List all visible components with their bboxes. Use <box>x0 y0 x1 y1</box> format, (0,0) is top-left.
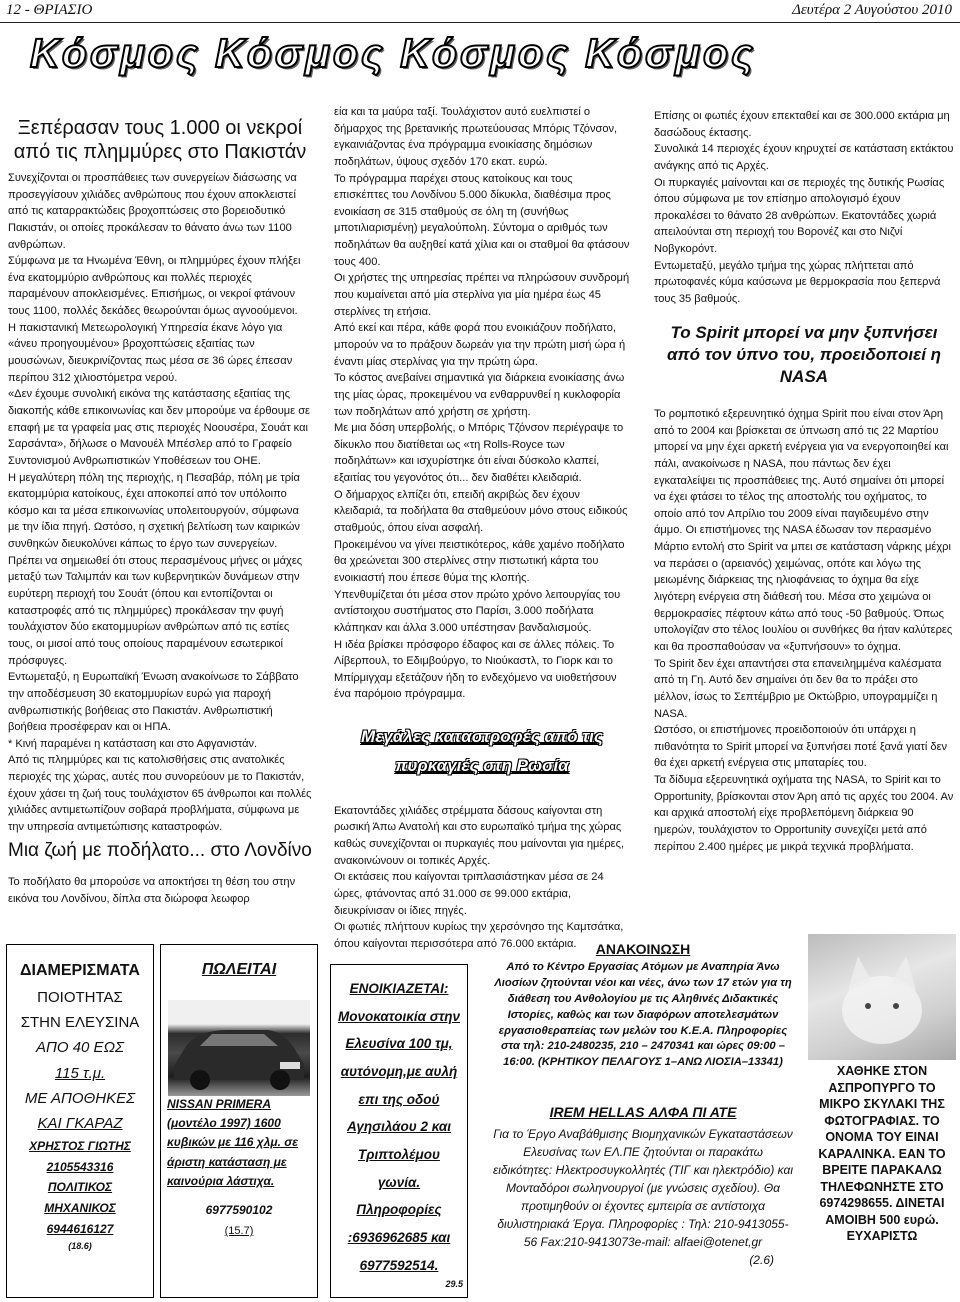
article-paragraph: Εντωμεταξύ, η Ευρωπαϊκή Ένωση ανακοίνωσε το Σάββατο την αποδέσμευση 30 εκατομμυρίων ευρώ για παροχή ανθρωπιστικής βοήθειας στο Πακιστάν. Ανθρωπιστική βοήθεια προσέφεραν και οι ΗΠΑ. <box>8 671 299 734</box>
car-sale-ad <box>160 944 318 1298</box>
article-paragraph: Από τις πλημμύρες και τις κατολισθήσεις στις ανατολικές περιοχές της χώρας, αυτές που συνορεύουν με το Πακιστάν, έχουν χάσει τη ζωή τους τουλάχιστον 65 άνθρωποι και πολλές χιλιάδες αντιμετωπίζουν σοβαρά προβλήματα, σύμφωνα με την υπηρεσία αντιμετώπισης καταστροφών. <box>8 754 312 833</box>
irem-ad <box>484 1096 802 1298</box>
article-paragraph: Τα δίδυμα εξερευνητικά οχήματα της NASA, το Spirit και το Opportunity, βρίσκονται στον Άρη από τις αρχές του 2004. Αν και αρχικά αποστολή είχε προβλεπόμενη διάρκεια 90 ημερών, τουλάχιστον το Opportunity συνεχίζει μετά από περίπου 2.400 ημέρες με μικρά τεχνικά προβλήματα. <box>654 774 954 853</box>
lost-dog-ad: ΧΑΘΗΚΕ ΣΤΟΝ ΑΣΠΡΟΠΥΡΓΟ ΤΟ ΜΙΚΡΟ ΣΚΥΛΑΚΙ ΤΗΣ ΦΩΤΟΓΡΑΦΙΑΣ. ΤΟ ΟΝΟΜΑ ΤΟΥ ΕΙΝΑΙ ΚΑΡΑΛΙΝΚΑ. ΕΑΝ ΤΟ ΒΡΕΙΤΕ ΠΑΡΑΚΑΛΩ ΤΗΛΕΦΩΝΗΣΤΕ ΣΤΟ 6974298655. ΔΙΝΕΤΑΙ ΑΜΟΙΒΗ 500 ευρώ. ΕΥΧΑΡΙΣΤΩ <box>818 1064 946 1243</box>
section-masthead: Κόσμος Κόσμος Κόσμος Κόσμος <box>30 30 756 76</box>
article-paragraph: Ο δήμαρχος ελπίζει ότι, επειδή ακριβώς δεν έχουν κλειδαριά, τα ποδήλατα θα σταθμεύουν μόνο στους ειδικούς σταθμούς, όπου είναι ασφαλή. <box>334 488 628 535</box>
ad-phone: 6944616127 <box>46 1221 114 1236</box>
article-paragraph: Προκειμένου να γίνει πειστικότερος, κάθε χαμένο ποδήλατο θα χρεώνεται 300 στερλίνες στην πιστωτική κάρτα του ενοικιαστή που έπεσε θύμα της κλοπής. <box>334 538 625 584</box>
article-paragraph: Οι πυρκαγιές μαίνονται και σε περιοχές της δυτικής Ρωσίας όπου σύμφωνα με τον επίσημο απολογισμό έχουν προκαλέσει το θάνατο 28 ανθρώπων. Εκατοντάδες χωριά απειλούνται στη περιοχή του Βορονέζ και στο Νιζνί Νοβγκορόντ. <box>654 176 945 256</box>
article-paragraph: Εκατοντάδες χιλιάδες στρέμματα δάσους καίγονται στη ρωσική Άπω Ανατολή και στο ευρωπαϊκό τμήμα της χώρας καθώς συνεχίζονται οι πυρκαγιές που μαίνονται για ημέρες, ανακοινώνουν οι τοπικές Αρχές. <box>334 804 625 867</box>
ad-text: Για το Έργο Αναβάθμισης Βιομηχανικών Εγκαταστάσεων Ελευσίνας των ΕΛ.ΠΕ ζητούνται οι παρακάτω ειδικότητες: Ηλεκτροσυγκολλητές (ΤΙΓ και ηλεκτρόδιο) και Μονταδόροι σωληνουργοί (με γνώσεις σχεδίου). Θα προτιμηθούν οι έχοντες εμπειρία σε αντίστοιχα διυλιστηριακά Έργα. Πληροφορίες : Τηλ: 210-9413055-56 Fax:210-9413073e-mail: alfaei@otenet,gr <box>492 1127 794 1249</box>
article-paragraph: Το ποδήλατο θα μπορούσε να αποκτήσει τη θέση του στην εικόνα του Λονδίνου, δίπλα στα διώροφα λεωφορ <box>8 876 296 906</box>
article-paragraph: Πρέπει να σημειωθεί ότι στους περασμένους μήνες οι μάχες μεταξύ των Ταλιμπάν και των κυβερνητικών δυνάμεων στην ευρύτερη περιοχή του Σουάτ (όπου και εντοπίζονται οι καταστροφές από τις πλημμύρες) προκάλεσαν την φυγή τουλάχιστον δύο εκατομμυρίων ανθρώπων από τις εστίες τους, οι μισοί από τους οποίους παραμένουν εσωτερικοί πρόσφυγες. <box>8 554 303 667</box>
article-paragraph: Εντωμεταξύ, μεγάλο τμήμα της χώρας πλήττεται από πρωτοφανές κύμα καύσωνα με θερμοκρασία που ξεπερνά τους 35 βαθμούς. <box>654 259 941 306</box>
dog-icon <box>808 934 956 1060</box>
article-paragraph: Το Spirit δεν έχει απαντήσει στα επανειλημμένα καλέσματα από τη Γη. Αυτό δεν σημαίνει ότι δεν θα το πράξει στο μέλλον, ίσως το Σεπτέμβριο με Οκτώβριο, υπογραμμίζει η NASA. <box>654 657 942 720</box>
ad-line: ΣΤΗΝ ΕΛΕΥΣΙΝΑ <box>20 1014 140 1032</box>
article-paragraph: Η πακιστανική Μετεωρολογική Υπηρεσία έκανε λόγο για «άνευ προηγουμένου» βροχοπτώσεις εξαιτίας των μουσώνων, διευκρινίζοντας πως μέσα σε 36 ώρες έπεσαν περίπου 312 χιλιοστόμετρα νερού. <box>8 321 293 384</box>
ad-line: ΠΟΙΟΤΗΤΑΣ <box>37 988 123 1006</box>
article-paragraph: Με μια δόση υπερβολής, ο Μπόρις Τζόνσον περιέγραψε το δίκυκλο που διατίθεται ως «τη Rolls-Royce των ποδηλάτων» και ισχυρίστηκε ότι είναι δύσκολο κλαπεί, εξαιτίας του γεγονότος ότι... δεν διαθέτει κλειδαριά. <box>334 422 624 485</box>
article-paragraph: Το κόστος ανεβαίνει σημαντικά για διάρκεια ενοικίασης άνω της μίας ώρας, προκειμένου να ενθαρρυνθεί η κυκλοφορία των ποδηλάτων από χρήστη σε χρήστη. <box>334 372 625 418</box>
ad-text: Από το Κέντρο Εργασίας Ατόμων με Αναπηρία Άνω Λιοσίων ζητούνται νέοι και νέες, άνω των 17 ετών για τη διάθεση του Ανθολογίου με τις Αληθινές Διδακτικές Ιστορίες, καθώς και των διαφόρων αποτελεσμάτων εργασιοθεραπείας των μελών του Κ.Ε.Α. Πληροφορίες στα τηλ: 210-2480235, 210 – 2470341 και ώρες 09:00 – 16:00. (ΚΡΗΤΙΚΟΥ ΠΕΛΑΓΟΥΣ 1–ΑΝΩ ΛΙΟΣΙΑ–13341) <box>494 960 792 1069</box>
ad-line: Αγησιλάου 2 και <box>347 1119 451 1135</box>
article-paragraph: Συνολικά 14 περιοχές έχουν κηρυχτεί σε κατάσταση εκτάκτου ανάγκης από τις Αρχές. <box>654 143 954 172</box>
ad-line: Ελευσίνα 100 τμ, <box>345 1036 453 1052</box>
article-paragraph: Συνεχίζονται οι προσπάθειες των συνεργείων διάσωσης να προσεγγίσουν χιλιάδες ανθρώπους που έχουν αποκλειστεί από τις καταρρακτώδεις βροχοπτώσεις στο βορειοδυτικό Πακιστάν, οι οποίες προκάλεσαν το θάνατο άνω των 1100 ανθρώπων. <box>8 172 297 251</box>
ad-text: NISSAN PRIMERA (μοντέλο 1997) 1600 κυβικών με 116 χλμ. σε άριστη κατάσταση με καινούρια λάστιχα. <box>167 1097 299 1188</box>
lost-pet-photo <box>808 934 956 1060</box>
announcement-ad <box>484 938 802 1069</box>
ad-date: (18.6) <box>68 1241 92 1252</box>
pakistan-headline: Ξεπέρασαν τους 1.000 οι νεκροί από τις πλημμύρες στο Πακιστάν <box>13 117 307 163</box>
ad-line: ΜΗΧΑΝΙΚΟΣ <box>44 1201 116 1216</box>
ad-phone: 6977590102 <box>205 1203 273 1217</box>
article-paragraph: Η μεγαλύτερη πόλη της περιοχής, η Πεσαβάρ, πόλη με τρία εκατομμύρια κατοίκους, έχει αποκοπεί από τον υπόλοιπο κόσμο και τα μέσα επικοινωνίας υπολειτουργούν, σύμφωνα με την ίδια πηγή. Ωστόσο, η σχετική βελτίωση των καιρικών συνθηκών διευκολύνει κάπως το έργο των συνεργείων. <box>8 471 300 551</box>
article-paragraph: Από εκεί και πέρα, κάθε φορά που ενοικιάζουν ποδήλατο, μπορούν να το πράξουν δωρεάν για την πρώτη μισή ώρα ή έναντι μίας στερλίνας για την πρώτη ώρα. <box>334 322 626 368</box>
article-paragraph: Σύμφωνα με τα Ηνωμένα Έθνη, οι πλημμύρες έχουν πλήξει ένα εκατομμύριο ανθρώπους και πολλές περιοχές παραμένουν αποκλεισμένες. Επισήμως, οι νεκροί φτάνουν τους 1100, πολλές δεκάδες θεωρούνται όμως αγνοούμενοι. <box>8 255 301 318</box>
ad-title: ΠΩΛΕΙΤΑΙ <box>201 961 277 978</box>
column-2 <box>334 104 630 953</box>
article-paragraph: Οι εκτάσεις που καίγονται τριπλασιάστηκαν μέσα σε 24 ώρες, φτάνοντας από 31.000 σε 99.000 εκτάρια, διευκρίνισαν οι ίδιες πηγές. <box>334 871 604 917</box>
ad-line: ΚΑΙ ΓΚΑΡΑΖ <box>37 1115 123 1133</box>
london-subhead: Μια ζωή με ποδήλατο... στο Λονδίνο <box>8 839 312 861</box>
article-paragraph: Οι χρήστες της υπηρεσίας πρέπει να πληρώσουν συνδρομή που κυμαίνεται από μία στερλίνα για μία ημέρα έως 45 στερλίνες τη ετήσια. <box>334 272 630 318</box>
ad-date: 29.5 <box>445 1279 463 1290</box>
ad-line: Πληροφορίες <box>356 1202 442 1218</box>
header-divider <box>0 22 960 23</box>
ad-title: ΕΝΟΙΚΙΑΖΕΤΑΙ: <box>349 981 449 996</box>
ad-line: Μονοκατοικία στην <box>337 1008 460 1024</box>
page-number-header: 12 - ΘΡΙΑΣΙΟ <box>6 2 93 18</box>
article-paragraph: Οι φωτιές πλήττουν κυρίως την χερσόνησο της Καμτσάτκα, όπου καίγονται περισσότερα από 76.000 εκτάρια. <box>334 921 624 950</box>
rent-ad <box>330 964 468 1298</box>
article-paragraph: Επίσης οι φωτιές έχουν επεκταθεί και σε 300.000 εκτάρια μη δασώδους έκτασης. <box>654 110 950 139</box>
car-photo <box>168 1000 310 1096</box>
ad-title: IREM HELLAS ΑΛΦΑ ΠΙ ΑΤΕ <box>549 1104 737 1120</box>
article-paragraph: «Δεν έχουμε συνολική εικόνα της κατάστασης εξαιτίας της διακοπής κάθε επικοινωνίας και δεν μπορούμε να έρθουμε σε επαφή με τα γραφεία μας στις περιοχές Νοουσέρα, Σουάτ και Σαρσάντα», δήλωσε ο Μανουέλ Μπέσλερ από το Γραφείο Συντονισμού Ανθρωπιστικών Υποθέσεων του ΟΗΕ. <box>8 388 310 467</box>
ad-phone: 2105543316 <box>46 1159 114 1174</box>
ad-line: Τριπτολέμου <box>358 1147 440 1163</box>
ad-line: ΜΕ ΑΠΟΘΗΚΕΣ <box>24 1089 136 1107</box>
ad-line: ΠΟΛΙΤΙΚΟΣ <box>47 1180 113 1195</box>
ad-date: (2.6) <box>749 1253 774 1267</box>
car-icon <box>168 1000 310 1096</box>
article-paragraph: Η ιδέα βρίσκει πρόσφορο έδαφος και σε άλλες πόλεις. Το Λίβερπουλ, το Εδιμβούργο, το Νιούκαστλ, το Γιορκ και το Μπίρμιγχαμ εξετάζουν ήδη το ενδεχόμενο να υιοθετήσουν ένα παρόμοιο πρόγραμμα. <box>334 638 617 701</box>
ad-phone: 6977592514. <box>359 1257 439 1273</box>
ad-title: ΑΝΑΚΟΙΝΩΣΗ <box>595 941 691 957</box>
article-paragraph: Ωστόσο, οι επιστήμονες προειδοποιούν ότι υπάρχει η πιθανότητα το Spirit μπορεί να ξυπνήσει ποτέ ξανά γιατί δεν θα έχει αρκετή ενέργεια στις μπαταρίες του. <box>654 724 948 770</box>
russia-fires-headline: Μεγάλες καταστροφές από τις πυρκαγιές στη Ρωσία <box>361 727 603 775</box>
article-paragraph: * Κινή παραμένει η κατάσταση και στο Αφγανιστάν. <box>8 737 258 750</box>
date-header: Δευτέρα 2 Αυγούστου 2010 <box>792 2 952 18</box>
ad-line: επι της οδού <box>358 1091 440 1107</box>
column-3 <box>654 108 954 855</box>
article-paragraph: Το πρόγραμμα παρέχει στους κατοίκους και τους επισκέπτες του Λονδίνου 5.000 δίκυκλα, διαθέσιμα προς ενοικίαση σε 315 σταθμούς σε όλη τη (συνήθως μποτιλιαρισμένη) μεγαλούπολη. Σύντομα ο αριθμός των ποδηλάτων θα αυξηθεί κατά χίλια και οι σταθμοί θα φτάσουν τους 400. <box>334 172 630 268</box>
ad-date: (15.7) <box>224 1225 254 1237</box>
spirit-headline: Το Spirit μπορεί να μην ξυπνήσει από τον ύπνο του, προειδοποιεί η NASA <box>666 322 942 386</box>
ad-line: ΔΙΑΜΕΡΙΣΜΑΤΑ <box>20 962 140 979</box>
ad-line: αυτόνομη,με αυλή <box>340 1064 458 1080</box>
ad-line: ΧΡΗΣΤΟΣ ΓΙΩΤΗΣ <box>29 1139 131 1154</box>
ad-line: 115 τ.μ. <box>54 1064 106 1082</box>
ad-phone: :6936962685 και <box>347 1230 451 1246</box>
article-paragraph: εία και τα μαύρα ταξί. Τουλάχιστον αυτό ευελπιστεί ο δήμαρχος της βρετανικής πρωτεύουσας Μπόρις Τζόνσον, εγκαινιάζοντας ένα πρόγραμμα ενοικίασης δημόσιων ποδηλάτων, ύψους σχεδόν 170 εκατ. ευρώ. <box>334 106 618 168</box>
article-paragraph: Υπενθυμίζεται ότι μέσα στον πρώτο χρόνο λειτουργίας του αντίστοιχου συστήματος στο Παρίσι, 3.000 ποδήλατα κλάπηκαν και άλλα 3.000 υπέστησαν βανδαλισμούς. <box>334 588 621 634</box>
ad-line: γωνία. <box>377 1174 421 1190</box>
article-paragraph: Το ρομποτικό εξερευνητικό όχημα Spirit που είναι στον Άρη από το 2004 και βρίσκεται σε ύπνωση από τις 22 Μαρτίου μπορεί να μην έχει αρκετή ενέργεια για να ενεργοποιηθεί και πάλι, ανακοίνωσε η NASA, που πάντως δεν έχει εγκαταλείψει τις προσπάθειες της. Αυτό σημαίνει ότι μπορεί να έχει φτάσει το τέλος της αποστολής του οχήματος, το οποίο από τον Απρίλιο του 2009 είναι παγιδευμένο στην άμμο. Οι επιστήμονες της NASA έδωσαν τον περασμένο Μάρτιο εντολή στο Spirit να μπει σε κατάσταση νάρκης μέχρι να περάσει ο (αρειανός) χειμώνας, οπότε και λόγω της μειωμένης διάρκειας της ηλιοφάνειας το όχημα θα είχε λιγότερη ενέργεια στη διάθεσή του. Μέσα στο χειμώνα οι θερμοκρασίες πέφτουν κάτω από τους -50 βαθμούς. Όπως υπολογίζαν στο τέλος Ιουλίου οι συνθήκες θα ήταν καλύτερες και θα προσπαθούσαν να «ξυπνήσουν» το όχημα. <box>654 407 953 653</box>
column-1 <box>8 116 312 908</box>
apartments-ad <box>6 944 154 1298</box>
ad-line: ΑΠΟ 40 ΕΩΣ <box>36 1039 124 1057</box>
